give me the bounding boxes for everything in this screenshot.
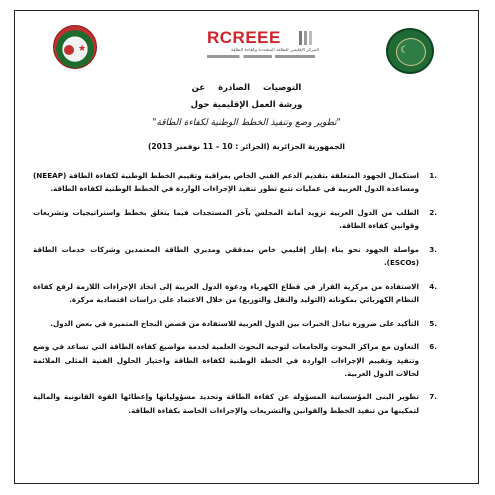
title-line-workshop: ورشة العمل الإقليمية حول bbox=[190, 100, 303, 110]
logo-underline-decoration bbox=[207, 55, 315, 58]
title-line-recommendations: التوصيات الصادرة عن bbox=[191, 83, 302, 93]
recommendations-list bbox=[33, 169, 439, 427]
list-item-number: 2. bbox=[429, 207, 437, 217]
list-item-number: 1. bbox=[429, 171, 437, 180]
list-item bbox=[33, 280, 439, 306]
list-item-text: التأكيد على ضرورة تبادل الخبرات بين الدول العربية للاستفادة من قصص النجاح المتميزة في بعض الدول. bbox=[50, 318, 419, 328]
emblem-calligraphy-icon: ☾ bbox=[400, 45, 409, 56]
list-item-number: 7. bbox=[429, 392, 437, 402]
star-icon: ★ bbox=[78, 44, 87, 54]
list-item-number: 5. bbox=[429, 318, 437, 328]
list-item-text: الطلب من الدول العربية تزويد أمانة المجلس بآخر المستجدات فيما يتعلق بخطط واستراتيجيات وتشريعات وقوانين كفاءة الطاقة. bbox=[33, 207, 419, 231]
arab-league-emblem-logo bbox=[386, 28, 434, 74]
list-item-text: استكمال الجهود المتعلقة بتقديم الدعم الفني الخاص بمراقبة وتقييم الخطط الوطنية لكفاءة الطاقة (NEEAP) ومساعدة الدول العربية في عمليات تتبع تطور تنفيذ الإجراءات الواردة في الخطط الوطنية لكفاءة الطاقة. bbox=[33, 171, 419, 194]
list-item bbox=[33, 243, 439, 269]
list-item-text: مواصلة الجهود نحو بناء إطار إقليمي خاص بمدققي ومديري الطاقة المعتمدين وشركات خدمات الطاقة (ESCOs). bbox=[33, 244, 419, 268]
list-item-text: تطوير البنى المؤسساتية المسؤولة عن كفاءة الطاقة وتحديد مسؤولياتها وإعطائها القوة القانونية والمالية لتمكينها من تنفيذ الخطط والقوانين والتشريعات والإجراءات الخاصة بكفاءة الطاقة. bbox=[33, 392, 419, 415]
list-item-number: 6. bbox=[429, 342, 437, 352]
title-line-venue-date: الجمهورية الجزائرية (الجزائر : 10 – 11 نوفمبر 2013) bbox=[147, 142, 345, 151]
list-item-text: التعاون مع مراكز البحوث والجامعات لتوجيه البحوث العلمية لخدمة مواضيع كفاءة الطاقة التي تساعد في وضع وتنفيذ وتقييم الإجراءات الواردة في الخطة الوطنية لكفاءة الطاقة واختيار الحلول الفنية المثلى الملائمة لحالات الدول العربية. bbox=[33, 342, 419, 378]
logo-squares-icon bbox=[299, 31, 317, 45]
list-item bbox=[33, 169, 439, 195]
rcreee-wordmark: RCREEE bbox=[207, 28, 281, 47]
list-item bbox=[33, 317, 439, 330]
list-item-number: 3. bbox=[429, 244, 437, 254]
list-item bbox=[33, 390, 439, 416]
crescent-icon bbox=[64, 45, 74, 55]
list-item bbox=[33, 206, 439, 232]
list-item-text: الاستفادة من مركزية القرار في قطاع الكهرباء ودعوة الدول العربية إلى اتخاذ الإجراءات اللازمة لرفع كفاءة النظام الكهربائي بمكوناته (التوليد والنقل والتوزيع) من خلال الاعتماد على دراسات اقتصادية مركزة. bbox=[33, 281, 419, 304]
list-item-number: 4. bbox=[429, 281, 437, 291]
document-page bbox=[14, 10, 479, 484]
title-line-topic: "تطوير وضع وتنفيذ الخطط الوطنية لكفاءة الطاقة" bbox=[152, 118, 341, 128]
rcreee-tagline: المركز الإقليمي للطاقة المتجددة وكفاءة الطاقة bbox=[230, 48, 319, 53]
list-item bbox=[33, 340, 439, 380]
rcreee-logo bbox=[207, 29, 319, 59]
algeria-emblem-logo bbox=[53, 25, 97, 69]
